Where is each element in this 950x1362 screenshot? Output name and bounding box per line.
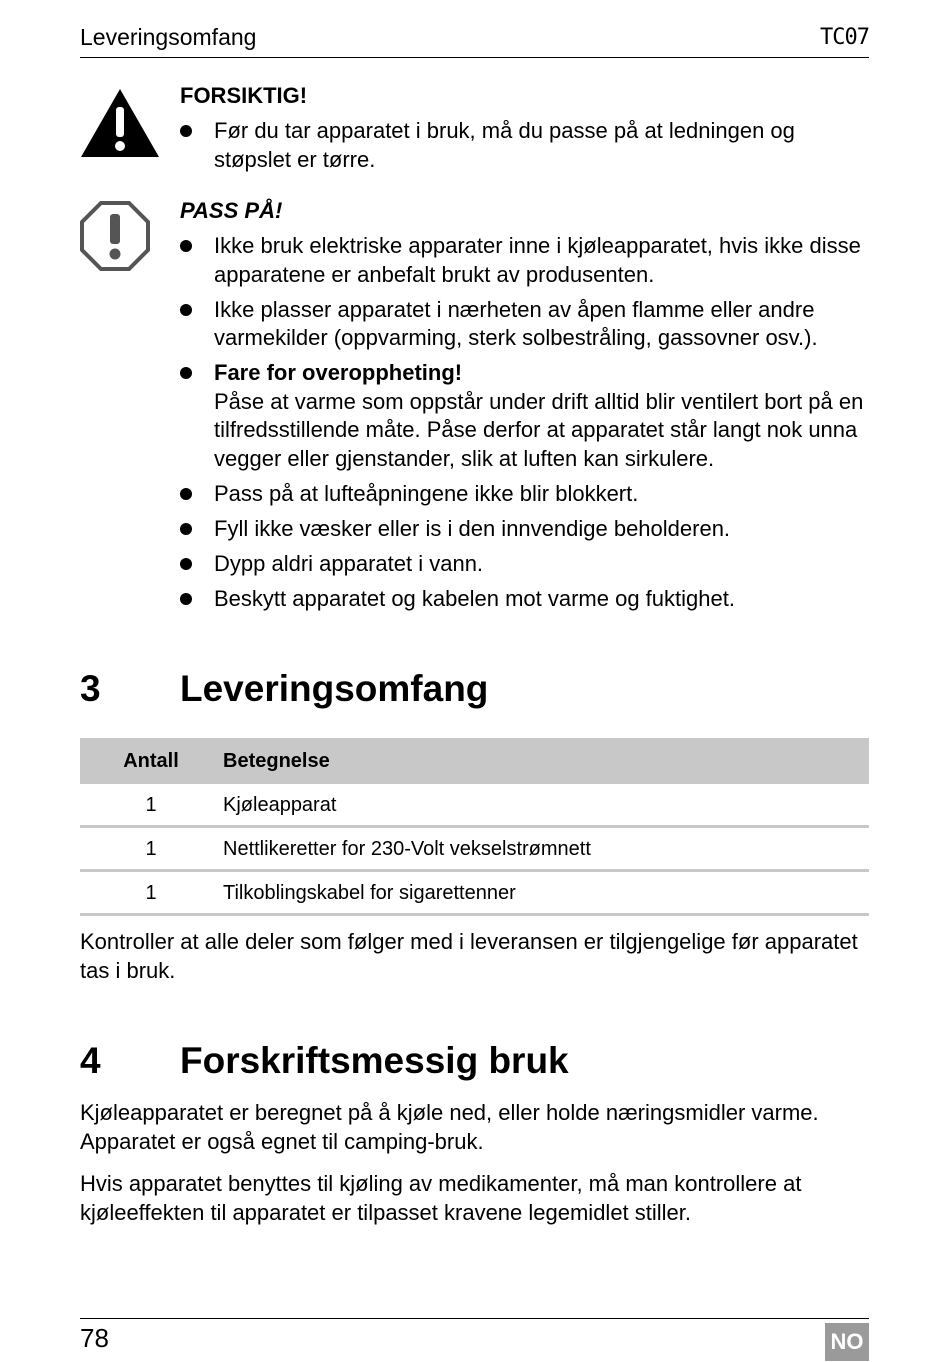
medication-paragraph: Hvis apparatet benyttes til kjøling av medikamenter, må man kontrollere at kjøleeffekten til apparatet er tilpasset kravene legemidlet stiller. [80,1171,802,1225]
header-title: Leveringsomfang [80,24,257,50]
notice-item: Dypp aldri apparatet i vann. [180,550,870,579]
warning-label: FORSIKTIG! [180,83,308,108]
language-badge: NO [825,1323,869,1361]
page-footer [80,1318,869,1354]
delivery-note: Kontroller at alle deler som følger med i leveransen er tilgjengelige før apparatet tas i bruk. [80,929,858,983]
cell-description: Nettlikeretter for 230-Volt vekselstrømnett [222,827,869,871]
notice-item-overheat [180,359,870,473]
overheat-title: Fare for overoppheting! [214,360,463,385]
section-3-heading [80,668,488,710]
notice-label: PASS PÅ! [180,198,283,223]
section-number: 4 [80,1040,101,1081]
warning-block [180,82,870,174]
table-header-row [80,738,869,784]
notice-item: Ikke plasser apparatet i nærheten av åpen flamme eller andre varmekilder (oppvarming, sterk solbestråling, gassovner osv.). [180,296,870,353]
notice-octagon-icon [79,200,151,272]
notice-item: Ikke bruk elektriske apparater inne i kjøleapparatet, hvis ikke disse apparatene er anbefalt brukt av produsenten. [180,232,870,289]
section-title: Leveringsomfang [180,668,489,709]
section-4-heading [80,1040,569,1082]
intended-use-paragraph: Kjøleapparatet er beregnet på å kjøle ned, eller holde næringsmidler varme. Apparatet er også egnet til camping-bruk. [80,1100,819,1154]
column-header-quantity: Antall [80,738,222,784]
table-row [80,871,869,915]
section-number: 3 [80,668,101,709]
cell-description: Tilkoblingskabel for sigarettenner [222,871,869,915]
overheat-text: Påse at varme som oppstår under drift alltid blir ventilert bort på en tilfredsstillende måte. Påse derfor at apparatet står langt nok unna vegger eller gjenstander, slik at luften kan sirkulere. [214,388,864,471]
cell-description: Kjøleapparat [222,784,869,827]
page-header [80,24,869,58]
notice-item: Fyll ikke væsker eller is i den innvendige beholderen. [180,515,870,544]
page-number: 78 [80,1323,109,1353]
notice-block [180,197,870,613]
header-model: TC07 [820,25,869,50]
cell-quantity: 1 [80,827,222,871]
cell-quantity: 1 [80,871,222,915]
column-header-description: Betegnelse [222,738,869,784]
warning-item: Før du tar apparatet i bruk, må du passe på at ledningen og støpslet er tørre. [180,117,870,174]
delivery-table [80,738,869,916]
notice-item: Beskytt apparatet og kabelen mot varme og fuktighet. [180,585,870,614]
section-title: Forskriftsmessig bruk [180,1040,569,1081]
notice-item: Pass på at lufteåpningene ikke blir blokkert. [180,480,870,509]
cell-quantity: 1 [80,784,222,827]
table-row [80,784,869,827]
table-row [80,827,869,871]
warning-triangle-icon [79,87,161,159]
